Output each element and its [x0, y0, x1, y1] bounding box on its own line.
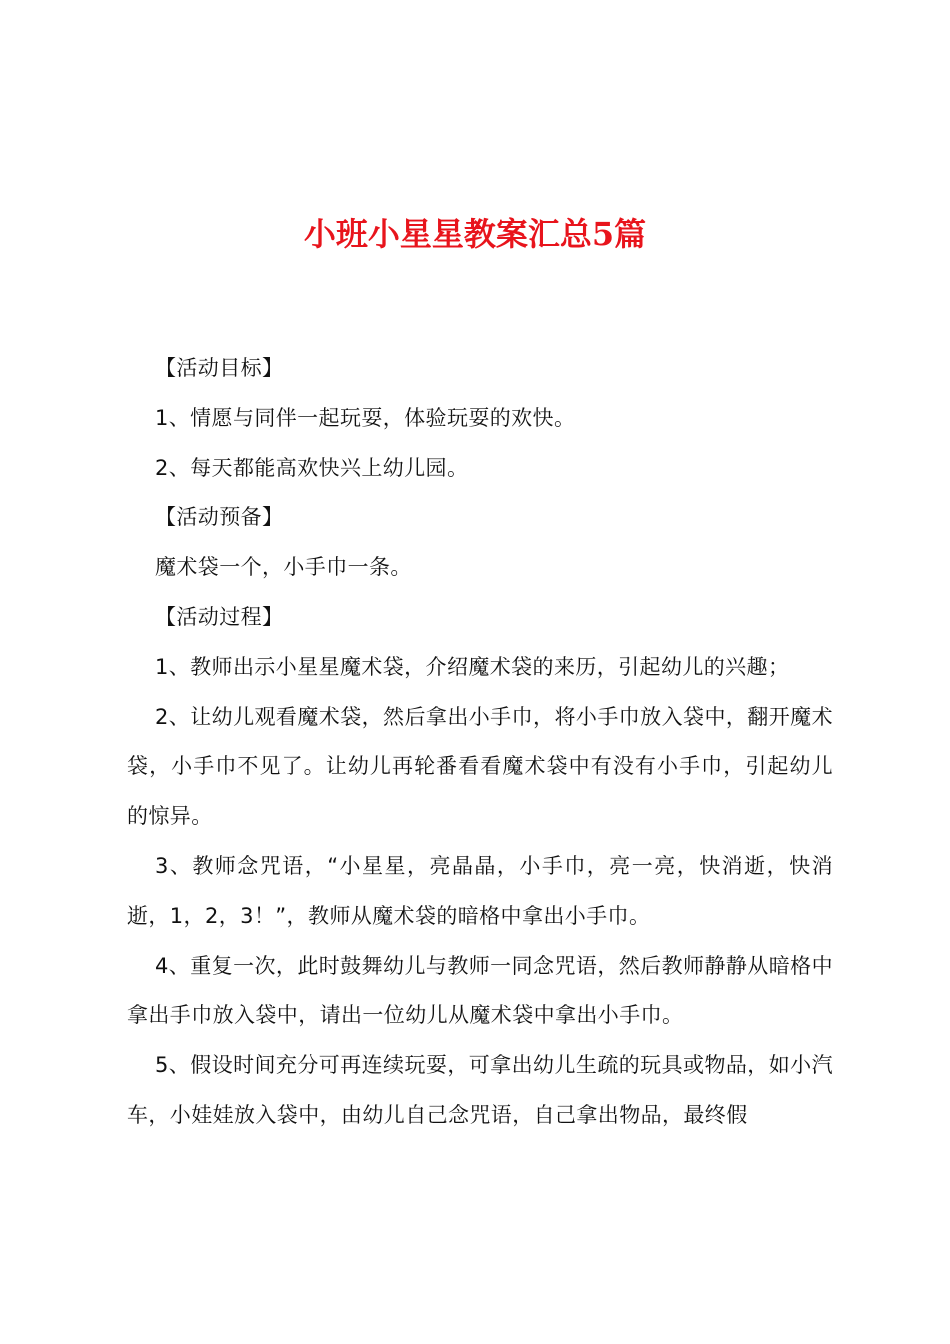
process-step-5: 5、假设时间充分可再连续玩耍，可拿出幼儿生疏的玩具或物品，如小汽车，小娃娃放入袋中，由幼儿自己念咒语，自己拿出物品，最终假 [127, 1053, 833, 1127]
process-step-1: 1、教师出示小星星魔术袋，介绍魔术袋的来历，引起幼儿的兴趣； [155, 654, 790, 679]
process-step-4: 4、重复一次，此时鼓舞幼儿与教师一同念咒语，然后教师静静从暗格中拿出手巾放入袋中，请出一位幼儿从魔术袋中拿出小手巾。 [127, 953, 833, 1028]
preparation-text: 魔术袋一个，小手巾一条。 [155, 555, 412, 580]
section-heading-preparation: 【活动预备】 [155, 505, 284, 530]
process-step-3: 3、教师念咒语，“小星星，亮晶晶，小手巾，亮一亮，快消逝，快消逝，1，2，3！”，教师从魔术袋的暗格中拿出小手巾。 [127, 853, 833, 928]
goal-item-2: 2、每天都能高欢快兴上幼儿园。 [155, 455, 469, 480]
document-body [127, 344, 833, 1141]
goal-item-1: 1、情愿与同伴一起玩耍，体验玩耍的欢快。 [155, 405, 576, 430]
process-step-2: 2、让幼儿观看魔术袋，然后拿出小手巾，将小手巾放入袋中，翻开魔术袋，小手巾不见了。让幼儿再轮番看看魔术袋中有没有小手巾，引起幼儿的惊异。 [127, 704, 833, 829]
section-heading-goals: 【活动目标】 [155, 356, 284, 380]
section-heading-process: 【活动过程】 [155, 604, 284, 629]
document-title: 小班小星星教案汇总5篇 [303, 215, 647, 253]
